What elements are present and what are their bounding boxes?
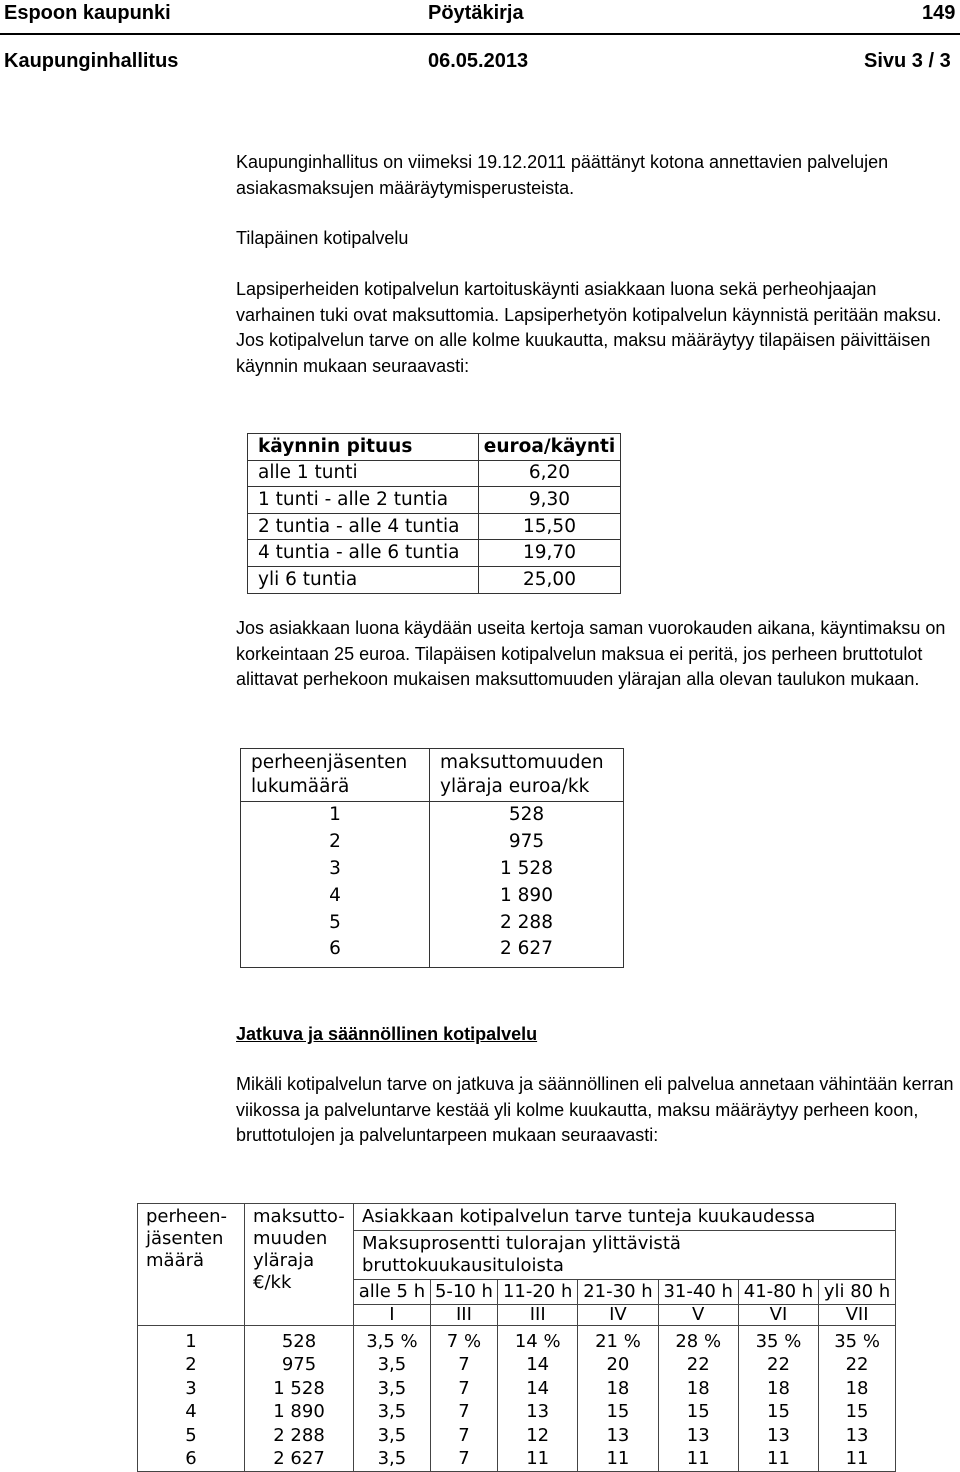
service-need-header: Asiakkaan kotipalvelun tarve tunteja kuukaudessa [354,1204,896,1231]
table-row [248,487,621,514]
family-size: 3 [241,856,430,883]
cell: 13 [578,1424,658,1448]
cell: 3,5 % [354,1330,431,1354]
cell: 2 [138,1354,245,1378]
income-limit: 2 288 [430,909,624,936]
cell: 11 [658,1448,738,1472]
cell: 2 627 [245,1448,354,1472]
income-limit: 528 [430,802,624,829]
document-type: Pöytäkirja [428,2,524,24]
continuous-service-heading: Jatkuva ja säännöllinen kotipalvelu [236,1024,538,1044]
cell: 13 [738,1424,818,1448]
hours-header: 5-10 h [430,1280,497,1305]
cell: 14 % [498,1330,578,1354]
cell: 6 [138,1448,245,1472]
cell: 7 [430,1448,497,1472]
table-row [241,909,624,936]
table-row [138,1330,896,1354]
visit-duration: 4 tuntia - alle 6 tuntia [248,540,479,567]
table-row [241,882,624,909]
cell: 11 [738,1448,818,1472]
table-header-row [138,1204,896,1231]
cell: 7 [430,1377,497,1401]
visit-duration: yli 6 tuntia [248,566,479,593]
cell: 22 [658,1354,738,1378]
hours-header: alle 5 h [354,1280,431,1305]
cell: 11 [578,1448,658,1472]
cell: 3,5 [354,1377,431,1401]
visit-fee: 9,30 [479,487,621,514]
cell: 14 [498,1377,578,1401]
page-number: Sivu 3 / 3 [864,50,951,72]
cell: 18 [578,1377,658,1401]
cell: 1 890 [245,1401,354,1425]
cell: 13 [498,1401,578,1425]
income-limit-header: maksutto-muuden yläraja €/kk [245,1204,354,1326]
table-row [241,829,624,856]
cell: 18 [658,1377,738,1401]
cell: 11 [819,1448,896,1472]
cell: 528 [245,1330,354,1354]
cell: 5 [138,1424,245,1448]
class-header: VI [738,1305,818,1326]
payment-percentage-header: Maksuprosentti tulorajan ylittävistä bruttokuukausituloista [354,1231,896,1280]
table-row [138,1377,896,1401]
family-size: 6 [241,936,430,967]
cell: 3,5 [354,1448,431,1472]
table-row [138,1354,896,1378]
column-header: maksuttomuuden yläraja euroa/kk [430,749,624,802]
visit-duration: alle 1 tunti [248,460,479,487]
income-limit-table [240,748,624,968]
meeting-date: 06.05.2013 [428,50,529,72]
visit-fee: 15,50 [479,513,621,540]
cell: 14 [498,1354,578,1378]
income-limit: 1 528 [430,856,624,883]
cell: 3,5 [354,1424,431,1448]
hours-header: 11-20 h [498,1280,578,1305]
family-size: 1 [241,802,430,829]
income-limit: 2 627 [430,936,624,967]
table-row [248,540,621,567]
table-header-row [248,434,621,461]
class-header: V [658,1305,738,1326]
cell: 13 [819,1424,896,1448]
class-header: I [354,1305,431,1326]
income-limit: 975 [430,829,624,856]
section-number: 149 [922,2,956,24]
header-rule [0,33,960,35]
cell: 22 [738,1354,818,1378]
cell: 7 % [430,1330,497,1354]
class-header: VII [819,1305,896,1326]
cell: 18 [738,1377,818,1401]
table-row [248,513,621,540]
visit-fee: 25,00 [479,566,621,593]
cell: 35 % [738,1330,818,1354]
hours-header: yli 80 h [819,1280,896,1305]
table-row [248,460,621,487]
cell: 28 % [658,1330,738,1354]
table-row [248,566,621,593]
table-row [241,936,624,967]
cell: 12 [498,1424,578,1448]
cell: 18 [819,1377,896,1401]
class-header: IV [578,1305,658,1326]
column-header: perheenjäsenten lukumäärä [241,749,430,802]
table-row [241,856,624,883]
cell: 15 [578,1401,658,1425]
cell: 21 % [578,1330,658,1354]
family-size: 2 [241,829,430,856]
income-limit: 1 890 [430,882,624,909]
family-size: 4 [241,882,430,909]
cell: 15 [658,1401,738,1425]
cell: 11 [498,1448,578,1472]
column-header: euroa/käynti [479,434,621,461]
cell: 20 [578,1354,658,1378]
table-row [138,1424,896,1448]
intro-paragraph: Kaupunginhallitus on viimeksi 19.12.2011 päättänyt kotona annettavien palvelujen asiakasmaksujen määräytymisperusteista. [236,152,889,198]
visit-fee: 6,20 [479,460,621,487]
cell: 4 [138,1401,245,1425]
family-size-header: perheen-jäsenten määrä [138,1204,245,1326]
cell: 1 [138,1330,245,1354]
cell: 1 528 [245,1377,354,1401]
continuous-service-paragraph: Mikäli kotipalvelun tarve on jatkuva ja säännöllinen eli palvelua annetaan vähintään kerran viikossa ja palveluntarve kestää yli kolme kuukautta, maksu määräytyy perheen koon, bruttotulojen ja palveluntarpeen mukaan seuraavasti: [236,1074,954,1145]
cell: 35 % [819,1330,896,1354]
family-size: 5 [241,909,430,936]
cell: 3,5 [354,1401,431,1425]
visit-fee: 19,70 [479,540,621,567]
cell: 3,5 [354,1354,431,1378]
cell: 2 288 [245,1424,354,1448]
cell: 7 [430,1354,497,1378]
cell: 22 [819,1354,896,1378]
cell: 15 [819,1401,896,1425]
temporary-service-paragraph: Lapsiperheiden kotipalvelun kartoituskäynti asiakkaan luona sekä perheohjaajan varhainen tuki ovat maksuttomia. Lapsiperhetyön kotipalvelun käynnistä peritään maksu. Jos kotipalvelun tarve on alle kolme kuukautta, maksu määräytyy tilapäisen päivittäisen käynnin mukaan seuraavasti: [236,279,942,376]
visit-fee-table [247,433,621,594]
class-header: III [498,1305,578,1326]
cell: 13 [658,1424,738,1448]
temporary-service-heading: Tilapäinen kotipalvelu [236,228,409,248]
hours-header: 31-40 h [658,1280,738,1305]
cell: 7 [430,1424,497,1448]
class-header: III [430,1305,497,1326]
payment-percentage-table [137,1203,896,1472]
meeting-body: Kaupunginhallitus [4,50,179,72]
visit-duration: 2 tuntia - alle 4 tuntia [248,513,479,540]
org-name: Espoon kaupunki [4,2,171,24]
column-header: käynnin pituus [248,434,479,461]
table-row [138,1448,896,1472]
hours-header: 21-30 h [578,1280,658,1305]
table-header-row [241,749,624,802]
cell: 7 [430,1401,497,1425]
table-row [241,802,624,829]
visit-duration: 1 tunti - alle 2 tuntia [248,487,479,514]
table-row [138,1401,896,1425]
cell: 3 [138,1377,245,1401]
hours-header: 41-80 h [738,1280,818,1305]
after-table1-paragraph: Jos asiakkaan luona käydään useita kertoja saman vuorokauden aikana, käyntimaksu on korkeintaan 25 euroa. Tilapäisen kotipalvelun maksua ei peritä, jos perheen bruttotulot alittavat perhekoon mukaisen maksuttomuuden ylärajan alla olevan taulukon mukaan. [236,618,946,689]
cell: 975 [245,1354,354,1378]
cell: 15 [738,1401,818,1425]
